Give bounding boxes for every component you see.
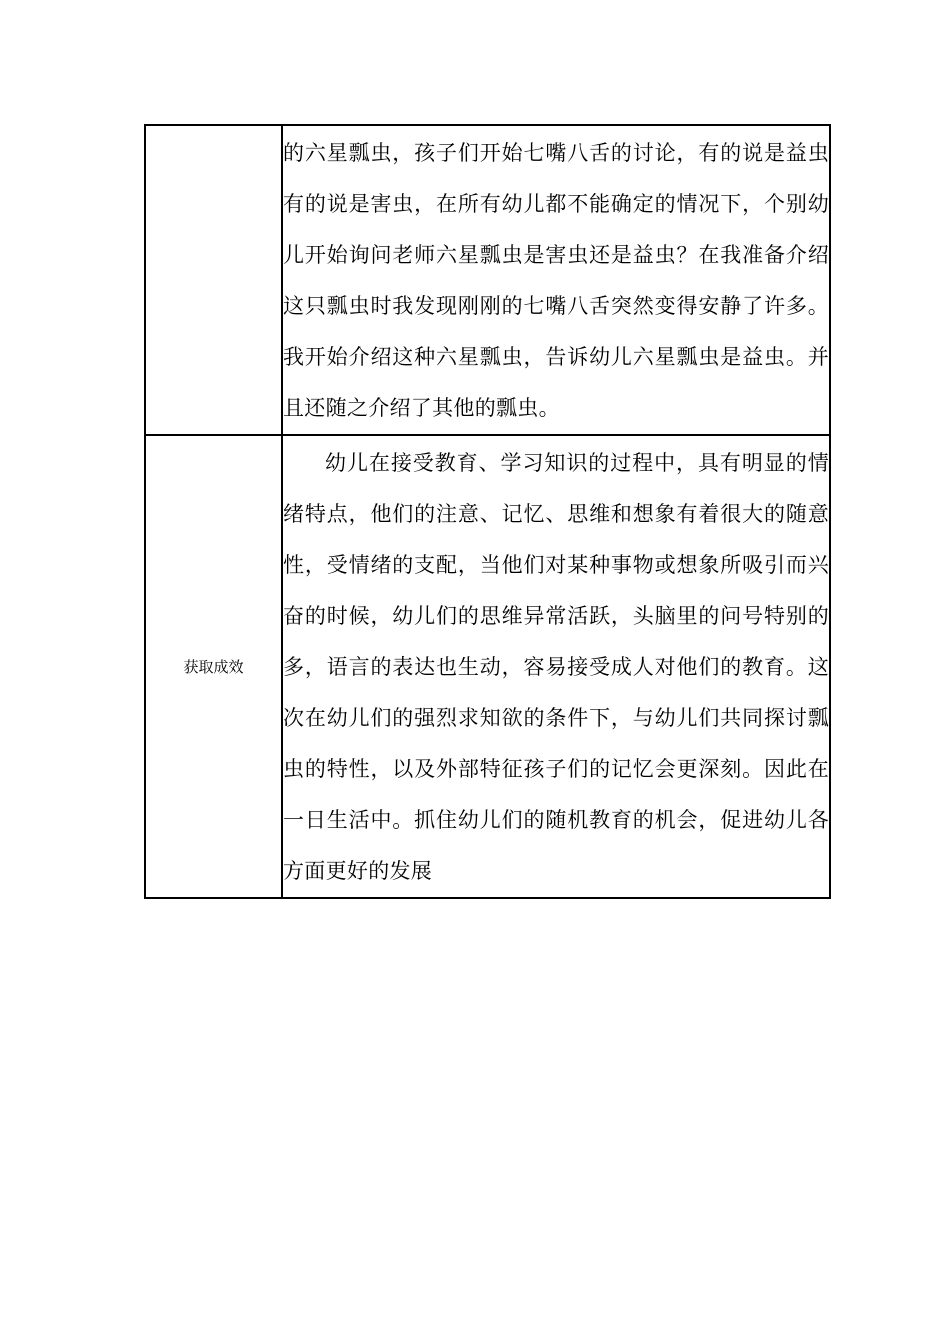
row-label: 获取成效 <box>183 657 244 676</box>
row-label-cell <box>145 125 282 435</box>
row-content-text: 的六星瓢虫，孩子们开始七嘴八舌的讨论，有的说是益虫有的说是害虫，在所有幼儿都不能确定的情况下，个别幼儿开始询问老师六星瓢虫是害虫还是益虫？在我准备介绍这只瓢虫时我发现刚刚的七嘴八舌突然变得安静了许多。我开始介绍这种六星瓢虫，告诉幼儿六星瓢虫是益虫。并且还随之介绍了其他的瓢虫。 <box>283 141 829 420</box>
document-table <box>144 124 831 899</box>
table-row <box>145 435 830 898</box>
table-row <box>145 125 830 435</box>
row-content-text: 幼儿在接受教育、学习知识的过程中，具有明显的情绪特点，他们的注意、记忆、思维和想象有着很大的随意性，受情绪的支配，当他们对某种事物或想象所吸引而兴奋的时候，幼儿们的思维异常活跃，头脑里的问号特别的多，语言的表达也生动，容易接受成人对他们的教育。这次在幼儿们的强烈求知欲的条件下，与幼儿们共同探讨瓢虫的特性，以及外部特征孩子们的记忆会更深刻。因此在一日生活中。抓住幼儿们的随机教育的机会，促进幼儿各方面更好的发展 <box>283 451 829 883</box>
row-content-cell <box>282 435 830 898</box>
row-content-cell <box>282 125 830 435</box>
row-label-cell <box>145 435 282 898</box>
